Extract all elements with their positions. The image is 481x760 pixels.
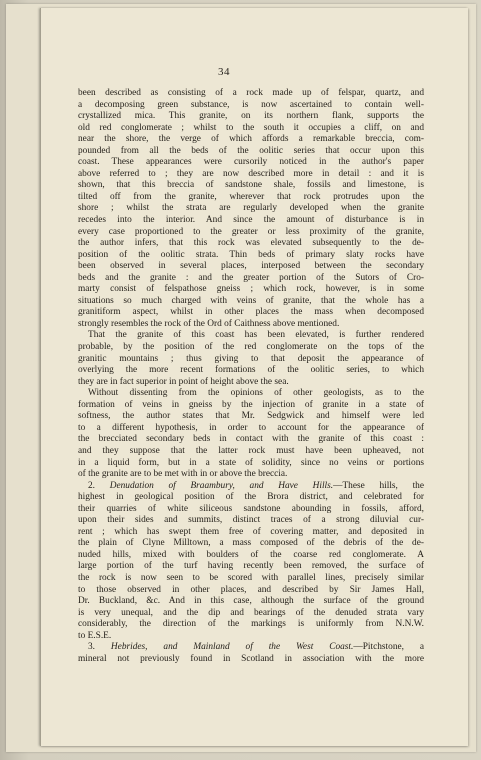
section-heading-line <box>78 642 424 654</box>
text-line: beds and the granite : and the greater portion of the Sutors of Cro- <box>78 272 424 283</box>
text-line: and they suppose that the latter rock must have been upheaved, not <box>78 445 424 456</box>
text-line: is very unequal, and the dip and bearings of the denuded strata vary <box>78 607 424 618</box>
paragraph-5 <box>78 642 424 665</box>
text-line: recedes into the interior. And since the amount of disturbance is in <box>78 215 424 226</box>
text-line: —These hills, the <box>333 480 424 491</box>
page-fold <box>40 8 41 746</box>
section-title: Denudation of Braambury, and Have Hills. <box>109 480 334 491</box>
text-line: shore ; whilst the strata are regularly developed when the granite <box>78 203 424 214</box>
text-line: to a different hypothesis, in order to account for the appearance of <box>78 422 424 433</box>
section-number: 3. <box>88 642 96 653</box>
text-line: every case proportioned to the greater or less proximity of the granite, <box>78 226 424 237</box>
text-line: Dr. Buckland, &c. And in this case, although the surface of the ground <box>78 596 424 607</box>
text-line: they are in fact superior in point of height above the sea. <box>78 376 289 387</box>
text-line: large portion of the turf having recently been removed, the surface of <box>78 561 424 572</box>
text-line: That the granite of this coast has been elevated, is further rendered <box>88 330 424 341</box>
text-line: overlying the more recent formations of the oolitic series, to which <box>78 365 424 376</box>
text-line: above referred to ; they are now described more in detail : and it is <box>78 168 424 179</box>
paragraph-3 <box>78 388 424 480</box>
text-line: highest in geological position of the Brora district, and celebrated for <box>78 492 424 503</box>
paragraph-2 <box>78 330 424 388</box>
text-line: the brecciated secondary beds in contact with the granite of this coast : <box>78 434 424 445</box>
text-line: been observed in several places, interposed between the secondary <box>78 261 424 272</box>
text-line: considerably, the direction of the markings is uniformly from N.N.W. <box>78 619 424 630</box>
text-line: softness, the author states that Mr. Sedgwick and himself were led <box>78 411 424 422</box>
text-line: Without dissenting from the opinions of other geologists, as to the <box>88 388 424 399</box>
text-line: mineral not previously found in Scotland in association with the more <box>78 653 424 664</box>
section-heading-line <box>78 481 424 493</box>
text-line: upon their sides and summits, distinct traces of a strong diluvial cur- <box>78 515 424 526</box>
text-line: nuded hills, mixed with boulders of the coarse red conglomerate. A <box>78 549 424 560</box>
text-line: rent ; which has swept them free of covering matter, and deposited in <box>78 526 424 537</box>
text-line: their quarries of white siliceous sandstone abounding in fossils, afford, <box>78 503 424 514</box>
text-line: strongly resembles the rock of the Ord of Caithness above mentioned. <box>78 318 340 329</box>
text-line: —Pitchstone, a <box>353 642 425 653</box>
text-line: of the granite are to be met with in or above the breccia. <box>78 469 288 480</box>
text-line: crystallized mica. This granite, on its northern flank, supports the <box>78 111 424 122</box>
text-line: coast. These appearances were cursorily noticed in the author's paper <box>78 157 424 168</box>
text-line: been described as consisting of a rock made up of felspar, quartz, and <box>78 88 424 98</box>
text-line: probable, by the position of the red conglomerate on the tops of the <box>78 342 424 353</box>
text-line: granitiform aspect, whilst in other places the mass when decomposed <box>78 307 424 318</box>
text-line: marty consist of felspathose gneiss ; which rock, however, is in some <box>78 284 424 295</box>
text-line: pounded from all the beds of the oolitic series that occur upon this <box>78 145 424 156</box>
section-title: Hebrides, and Mainland of the West Coast. <box>110 642 354 653</box>
text-line: granitic mountains ; thus giving to that deposit the appearance of <box>78 353 424 364</box>
text-line: the plain of Clyne Milltown, a mass composed of the debris of the de- <box>78 538 424 549</box>
page-number: 34 <box>218 66 230 78</box>
body-text <box>78 88 424 665</box>
text-line: near the shore, the verge of which affords a remarkable breccia, com- <box>78 134 424 145</box>
section-number: 2. <box>88 480 96 491</box>
text-line: shown, that this breccia of sandstone shale, fossils and limestone, is <box>78 180 424 191</box>
text-line: the rock is now seen to be scored with parallel lines, precisely similar <box>78 572 424 583</box>
text-line: formation of veins in gneiss by the injection of granite in a state of <box>78 399 424 410</box>
text-line: a decomposing green substance, is now ascertained to contain well- <box>78 99 424 110</box>
text-line: situations so much charged with veins of granite, that the whole has a <box>78 295 424 306</box>
text-line: tilted off from the granite, wherever that rock protrudes upon the <box>78 191 424 202</box>
text-line: in a liquid form, but in a state of solidity, since no veins or portions <box>78 457 424 468</box>
text-line: to those observed in other places, and described by Sir James Hall, <box>78 584 424 595</box>
text-line: old red conglomerate ; whilst to the south it occupies a cliff, on and <box>78 122 424 133</box>
text-line: the author infers, that this rock was elevated subsequently to the de- <box>78 238 424 249</box>
paragraph-1 <box>78 88 424 330</box>
text-line: position of the oolitic strata. Thin beds of primary slaty rocks have <box>78 249 424 260</box>
paragraph-4 <box>78 481 424 643</box>
text-line: to E.S.E. <box>78 630 112 641</box>
